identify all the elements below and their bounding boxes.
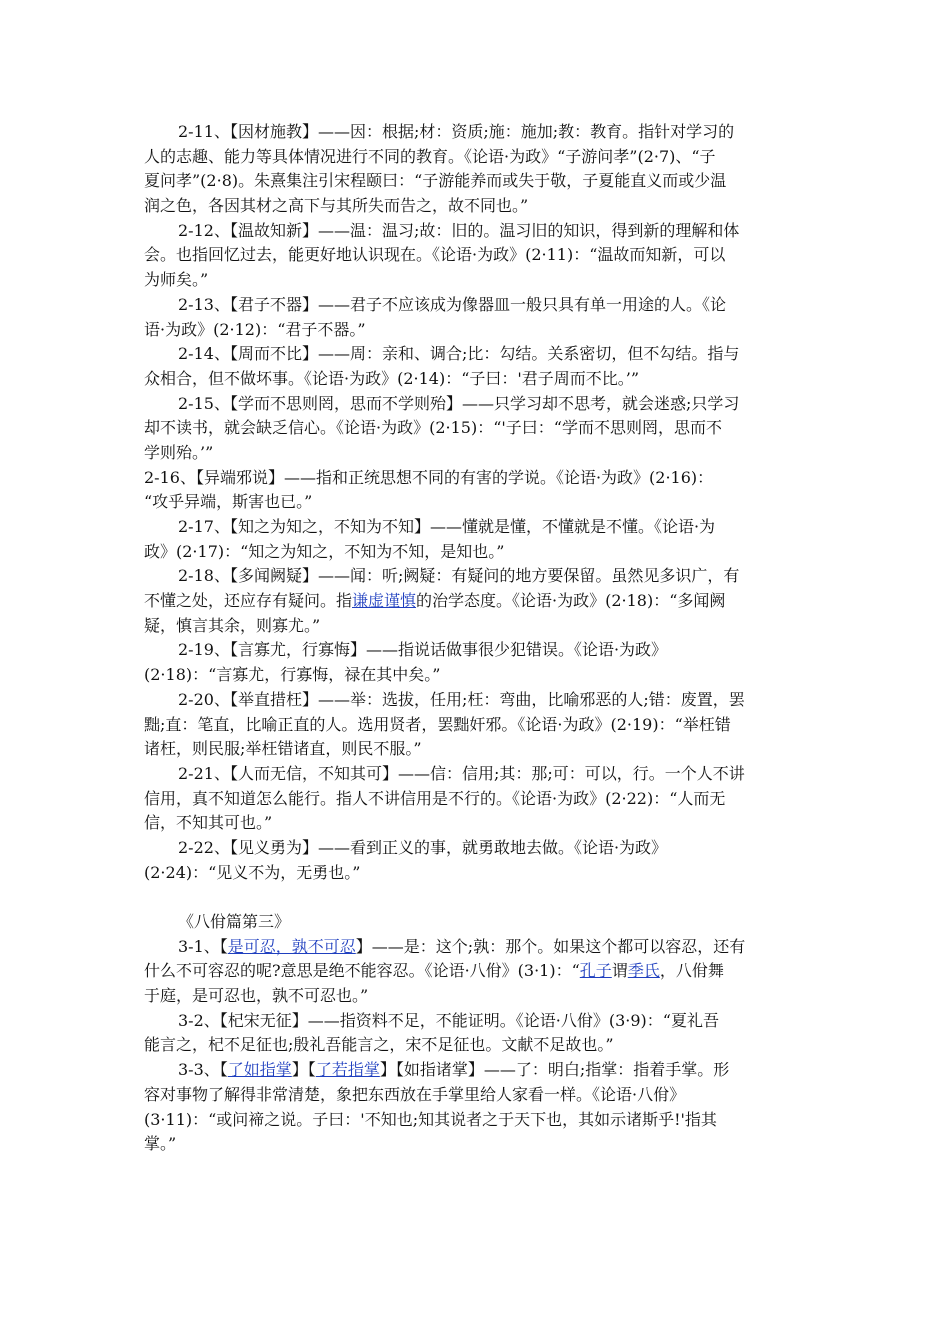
- text-segment: 2-21、【人而无信，不知其可】——信：信用;其：那;可：可以，行。一个人不讲: [178, 763, 745, 783]
- text-segment: 不懂之处，还应存有疑问。指: [144, 591, 353, 611]
- text-segment: (3·11)：“或问禘之说。子曰：'不知也;知其说者之于天下也，其如示诸斯乎!'指其: [144, 1109, 717, 1129]
- text-segment: 】——是：这个;孰：那个。如果这个都可以容忍，还有: [355, 936, 746, 956]
- text-line: [144, 293, 812, 318]
- entry-2-19: [144, 638, 812, 687]
- text-segment: 夏问孝”(2·8)。朱熹集注引宋程颐曰：“子游能养而或失于敬，子夏能直义而或少温: [144, 171, 727, 191]
- text-line: [144, 935, 812, 960]
- section-gap: [144, 885, 812, 910]
- link-jishi[interactable]: 季氏: [627, 961, 660, 981]
- link-liao-ruo-zhi-zhang[interactable]: 了若指掌: [315, 1060, 380, 1080]
- text-segment: 疑，慎言其余，则寡尤。”: [144, 615, 321, 635]
- text-segment: 3-2、【杞宋无征】——指资料不足，不能证明。《论语·八佾》(3·9)：“夏礼吾: [178, 1010, 719, 1030]
- text-line: [144, 811, 812, 836]
- section-title: 《八佾篇第三》: [178, 912, 291, 931]
- text-line: [144, 515, 812, 540]
- text-segment: 政》(2·17)：“知之为知之，不知为不知，是知也。”: [144, 541, 505, 561]
- text-line: [144, 1058, 812, 1083]
- text-segment: 2-14、【周而不比】——周：亲和、调合;比：勾结。关系密切，但不勾结。指与: [178, 344, 740, 364]
- text-line: [144, 787, 812, 812]
- text-line: [144, 1083, 812, 1108]
- text-line: [144, 145, 812, 170]
- entry-2-18: [144, 564, 812, 638]
- text-segment: ，八佾舞: [659, 961, 724, 981]
- text-segment: 信，不知其可也。”: [144, 813, 273, 833]
- text-line: [144, 688, 812, 713]
- text-segment: “攻乎异端，斯害也已。”: [144, 492, 313, 512]
- text-line: [144, 762, 812, 787]
- text-segment: (2·18)：“言寡尤，行寡悔，禄在其中矣。”: [144, 665, 441, 685]
- text-line: [144, 564, 812, 589]
- text-line: [144, 367, 812, 392]
- text-line: [144, 713, 812, 738]
- entry-2-12: [144, 219, 812, 293]
- text-segment: 学则殆。’”: [144, 442, 214, 462]
- entry-2-20: [144, 688, 812, 762]
- entry-3-3: [144, 1058, 812, 1157]
- entry-2-13: [144, 293, 812, 342]
- entry-3-1: [144, 935, 812, 1009]
- text-segment: 2-11、【因材施教】——因：根据;材：资质;施：施加;教：教育。指针对学习的: [178, 122, 735, 141]
- text-segment: 黜;直：笔直，比喻正直的人。选用贤者，罢黜奸邪。《论语·为政》(2·19)：“举枉错: [144, 714, 731, 734]
- text-line: [144, 1009, 812, 1034]
- text-segment: 能言之，杞不足征也;殷礼吾能言之，宋不足征也。文献不足故也。”: [144, 1035, 614, 1055]
- text-line: [144, 663, 812, 688]
- text-segment: 2-22、【见义勇为】——看到正义的事，就勇敢地去做。《论语·为政》: [178, 837, 668, 857]
- text-segment: 2-13、【君子不器】——君子不应该成为像器皿一般只具有单一用途的人。《论: [178, 294, 726, 314]
- chapter-two-entries: [144, 120, 812, 885]
- text-segment: 2-12、【温故知新】——温：温习;故：旧的。温习旧的知识，得到新的理解和体: [178, 220, 740, 240]
- text-line: [144, 392, 812, 417]
- text-line: [144, 638, 812, 663]
- text-line: [144, 984, 812, 1009]
- text-segment: 谓: [611, 961, 628, 981]
- text-segment: 2-20、【举直措枉】——举：选拔，任用;枉：弯曲，比喻邪恶的人;错：废置，罢: [178, 689, 745, 709]
- text-segment: 为师矣。”: [144, 270, 209, 290]
- text-line: [144, 318, 812, 343]
- entry-2-15: [144, 392, 812, 466]
- text-line: [144, 1033, 812, 1058]
- text-line: [144, 342, 812, 367]
- text-line: [144, 194, 812, 219]
- text-segment: 于庭，是可忍也，孰不可忍也。”: [144, 986, 369, 1006]
- text-line: [144, 1108, 812, 1133]
- text-segment: 却不读书，就会缺乏信心。《论语·为政》(2·15)：“'子曰：“学而不思则罔，思而不: [144, 418, 722, 438]
- text-segment: 容对事物了解得非常清楚，象把东西放在手掌里给人家看一样。《论语·八佾》: [144, 1084, 686, 1104]
- text-segment: 掌。”: [144, 1134, 177, 1154]
- link-qianxu-jinshen[interactable]: 谦虚谨慎: [352, 591, 417, 611]
- text-segment: 】【: [291, 1060, 316, 1080]
- text-line: [144, 243, 812, 268]
- text-segment: 2-15、【学而不思则罔，思而不学则殆】——只学习却不思考，就会迷惑;只学习: [178, 393, 740, 413]
- text-segment: 2-17、【知之为知之，不知为不知】——懂就是懂，不懂就是不懂。《论语·为: [178, 517, 716, 536]
- text-segment: 什么不可容忍的呢?意思是绝不能容忍。《论语·八佾》(3·1)：“: [144, 961, 580, 981]
- entry-2-22: [144, 836, 812, 885]
- entry-2-17: [144, 515, 812, 564]
- text-segment: 2-16、【异端邪说】——指和正统思想不同的有害的学说。《论语·为政》(2·16)：: [144, 467, 714, 487]
- entry-2-21: [144, 762, 812, 836]
- text-line: [144, 268, 812, 293]
- text-segment: 的治学态度。《论语·为政》(2·18)：“多闻阙: [416, 591, 726, 611]
- text-segment: 2-19、【言寡尤，行寡悔】——指说话做事很少犯错误。《论语·为政》: [178, 640, 668, 660]
- entry-2-16: [144, 466, 812, 515]
- link-shi-ke-ren[interactable]: 是可忍，孰不可忍: [227, 936, 356, 956]
- text-line: [144, 959, 812, 984]
- text-line: [144, 1132, 812, 1157]
- text-line: [144, 589, 812, 614]
- text-segment: 2-18、【多闻阙疑】——闻：听;阙疑：有疑问的地方要保留。虽然见多识广，有: [178, 566, 740, 586]
- text-segment: 众相合，但不做坏事。《论语·为政》(2·14)：“子曰：'君子周而不比。’”: [144, 368, 640, 388]
- text-segment: 会。也指回忆过去，能更好地认识现在。《论语·为政》(2·11)：“温故而知新，可以: [144, 245, 726, 265]
- text-segment: 信用，真不知道怎么能行。指人不讲信用是不行的。《论语·为政》(2·22)：“人而无: [144, 788, 726, 808]
- text-line: [144, 120, 812, 145]
- text-line: [144, 169, 812, 194]
- text-segment: 】【如指诸掌】——了：明白;指掌：指着手掌。形: [379, 1060, 730, 1080]
- entry-2-11: [144, 120, 812, 219]
- text-segment: 润之色，各因其材之高下与其所失而告之，故不同也。”: [144, 196, 529, 216]
- text-line: [144, 490, 812, 515]
- text-segment: 人的志趣、能力等具体情况进行不同的教育。《论语·为政》“子游问孝”(2·7)、“子: [144, 146, 716, 166]
- text-line: [144, 861, 812, 886]
- chapter-three-entries: [144, 935, 812, 1157]
- document-body: [144, 120, 812, 1157]
- link-liao-ru-zhi-zhang[interactable]: 了如指掌: [227, 1060, 292, 1080]
- link-kongzi[interactable]: 孔子: [579, 961, 612, 981]
- entry-3-2: [144, 1009, 812, 1058]
- text-segment: 诸枉，则民服;举枉错诸直，则民不服。”: [144, 739, 422, 759]
- text-line: [144, 540, 812, 565]
- text-line: [144, 416, 812, 441]
- text-segment: 3-1、【: [178, 936, 228, 956]
- text-segment: (2·24)：“见义不为，无勇也。”: [144, 862, 361, 882]
- text-line: [144, 441, 812, 466]
- text-segment: 语·为政》(2·12)：“君子不器。”: [144, 319, 366, 339]
- entry-2-14: [144, 342, 812, 391]
- text-segment: 3-3、【: [178, 1060, 228, 1080]
- text-line: [144, 614, 812, 639]
- text-line: [144, 836, 812, 861]
- text-line: [144, 219, 812, 244]
- text-line: [144, 737, 812, 762]
- text-line: [144, 466, 812, 491]
